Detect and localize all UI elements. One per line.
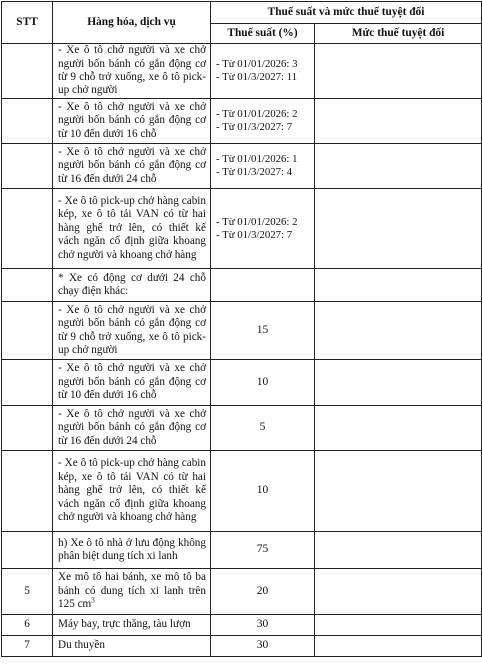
rate-line: - Từ 01/3/2027: 4 [216,166,293,178]
header-absolute: Mức thuế tuyệt đối [315,24,482,44]
row-goods: - Xe ô tô chở người và xe chở người bốn bánh có gắn động cơ từ 10 đến dưới 16 chỗ [53,360,211,406]
table-row [2,532,482,569]
table-row [2,44,482,99]
row-rate [211,44,315,99]
table-row [2,360,482,406]
row-absolute [315,360,482,406]
row-stt: 6 [2,615,53,636]
excise-tax-table [1,1,482,657]
row-rate [211,269,315,302]
row-goods: h) Xe ô tô nhà ở lưu động không phân biệt dung tích xi lanh [53,532,211,569]
row-goods: - Xe ô tô chở người và xe chở người bốn bánh có gắn động cơ từ 16 đến dưới 24 chỗ [53,144,211,189]
row-rate: 15 [211,302,315,360]
row-absolute [315,615,482,636]
header-rate: Thuế suất (%) [211,24,315,44]
rate-line: - Từ 01/01/2026: 2 [216,215,298,228]
header-stt: STT [2,2,53,44]
table-row [2,615,482,636]
row-stt [2,532,53,569]
row-rate: 30 [211,615,315,636]
superscript: 3 [91,596,95,605]
header-group: Thuế suất và mức thuế tuyệt đối [211,2,482,24]
row-goods [53,569,211,615]
row-absolute [315,451,482,532]
row-rate: 20 [211,569,315,615]
row-absolute [315,636,482,657]
rate-line: - Từ 01/01/2026: 1 [216,153,298,165]
row-absolute [315,44,482,99]
table-row [2,302,482,360]
rate-line: - Từ 01/3/2027: 7 [216,228,293,241]
row-absolute [315,269,482,302]
row-rate: 10 [211,360,315,406]
rate-line: - Từ 01/01/2026: 3 [216,58,298,70]
row-stt [2,302,53,360]
row-rate [211,99,315,144]
row-stt [2,269,53,302]
row-rate: 30 [211,636,315,657]
row-goods: - Xe ô tô chở người và xe chở người bốn bánh có gắn động cơ từ 9 chỗ trở xuống, xe ô tô pick-up chở người [53,302,211,360]
table-row [2,636,482,657]
row-goods: * Xe có động cơ dưới 24 chỗ chạy điện khác: [53,269,211,302]
table-row [2,189,482,269]
row-stt [2,451,53,532]
row-absolute [315,569,482,615]
row-absolute [315,406,482,451]
row-rate [211,144,315,189]
table-row [2,569,482,615]
rate-line: - Từ 01/3/2027: 7 [216,121,293,133]
row-goods: Máy bay, trực thăng, tàu lượn [53,615,211,636]
table-row [2,269,482,302]
row-goods: Du thuyền [53,636,211,657]
row-rate: 75 [211,532,315,569]
table-row [2,406,482,451]
row-stt [2,189,53,269]
row-rate [211,189,315,269]
row-stt: 5 [2,569,53,615]
table-row [2,451,482,532]
row-stt: 7 [2,636,53,657]
goods-text: Xe mô tô hai bánh, xe mô tô ba bánh có dung tích xi lanh trên 125 cm [58,571,206,611]
row-stt [2,406,53,451]
row-absolute [315,189,482,269]
row-absolute [315,99,482,144]
row-stt [2,144,53,189]
row-goods: - Xe ô tô chở người và xe chở người bốn bánh có gắn động cơ từ 9 chỗ trở xuống, xe ô tô pick-up chở người [53,44,211,99]
header-goods: Hàng hóa, dịch vụ [53,2,211,44]
row-absolute [315,144,482,189]
row-goods: - Xe ô tô pick-up chở hàng cabin kép, xe ô tô tải VAN có từ hai hàng ghế trở lên, có thiết kế vách ngăn cố định giữa khoang chở người và khoang chở hàng [53,451,211,532]
row-stt [2,360,53,406]
row-rate: 10 [211,451,315,532]
row-absolute [315,532,482,569]
row-absolute [315,302,482,360]
row-stt [2,44,53,99]
row-rate: 5 [211,406,315,451]
rate-line: - Từ 01/01/2026: 2 [216,108,298,120]
table-row [2,99,482,144]
row-goods: - Xe ô tô pick-up chở hàng cabin kép, xe ô tô tải VAN có từ hai hàng ghế trở lên, có thiết kế vách ngăn cố định giữa khoang chở người và khoang chở hàng [53,189,211,269]
row-stt [2,99,53,144]
row-goods: - Xe ô tô chở người và xe chở người bốn bánh có gắn động cơ từ 10 đến dưới 16 chỗ [53,99,211,144]
row-goods: - Xe ô tô chở người và xe chở người bốn bánh có gắn động cơ từ 16 đến dưới 24 chỗ [53,406,211,451]
rate-line: - Từ 01/3/2027: 11 [216,71,298,83]
table-row [2,144,482,189]
